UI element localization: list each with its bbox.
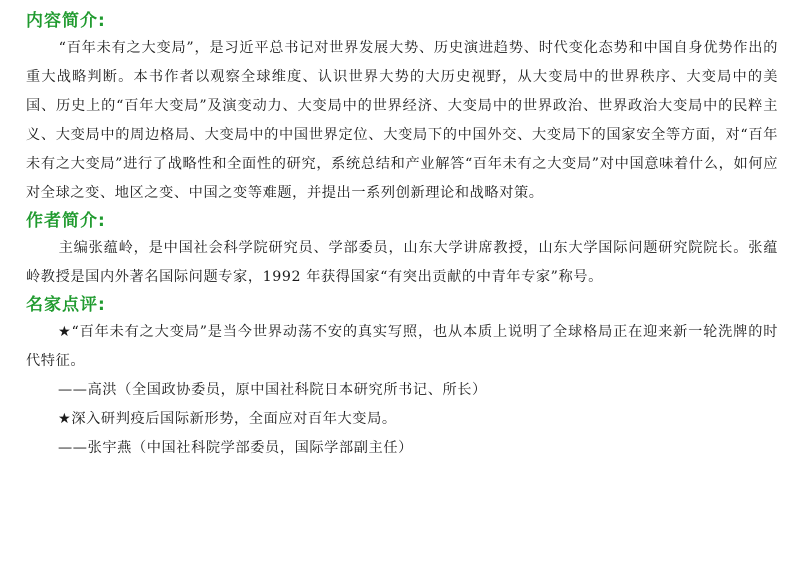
author-section xyxy=(26,208,778,292)
star-icon: ★ xyxy=(58,324,72,340)
reviews-heading: 名家点评: xyxy=(26,295,106,315)
review-text-1: “百年未有之大变局”是当今世界动荡不安的真实写照，也从本质上说明了全球格局正在迎来新一轮洗牌的时代特征。 xyxy=(26,324,778,369)
intro-heading: 内容简介: xyxy=(26,11,106,31)
review-quote-1 xyxy=(26,318,778,376)
intro-section xyxy=(26,8,778,208)
book-blurb-page xyxy=(26,8,778,463)
star-icon: ★ xyxy=(58,411,72,427)
review-attribution-1: ——高洪（全国政协委员，原中国社科院日本研究所书记、所长） xyxy=(58,382,487,398)
review-text-2: 深入研判疫后国际新形势，全面应对百年大变局。 xyxy=(71,411,397,427)
reviews-section xyxy=(26,292,778,463)
author-heading: 作者简介: xyxy=(26,211,106,231)
intro-paragraph: “百年未有之大变局”，是习近平总书记对世界发展大势、历史演进趋势、时代变化态势和中国自身优势作出的重大战略判断。本书作者以观察全球维度、认识世界大势的大历史视野，从大变局中的世界秩序、大变局中的美国、历史上的“百年大变局”及演变动力、大变局中的世界经济、大变局中的世界政治、世界政治大变局中的民粹主义、大变局中的周边格局、大变局中的中国世界定位、大变局下的中国外交、大变局下的国家安全等方面，对“百年未有之大变局”进行了战略性和全面性的研究，系统总结和产业解答“百年未有之大变局”对中国意味着什么，如何应对全球之变、地区之变、中国之变等难题，并提出一系列创新理论和战略对策。 xyxy=(26,40,778,201)
review-quote-2 xyxy=(26,405,778,434)
author-paragraph: 主编张蕴岭，是中国社会科学院研究员、学部委员，山东大学讲席教授，山东大学国际问题研究院院长。张蕴岭教授是国内外著名国际问题专家，1992 年获得国家“有突出贡献的中青年专家”称号。 xyxy=(26,240,778,285)
review-attribution-2: ——张宇燕（中国社科院学部委员，国际学部副主任） xyxy=(58,440,413,456)
